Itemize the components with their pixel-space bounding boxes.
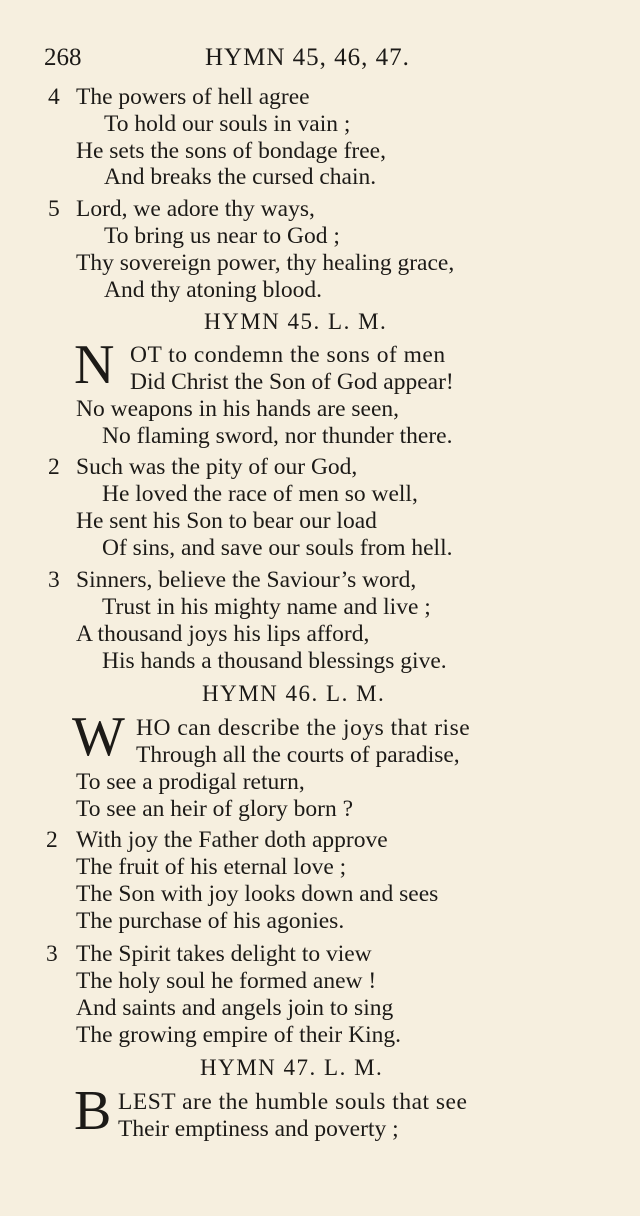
verse-line: He loved the race of men so well, xyxy=(102,481,418,507)
verse-line: And saints and angels join to sing xyxy=(76,995,394,1021)
verse-line: Through all the courts of paradise, xyxy=(136,742,460,768)
verse-line: Such was the pity of our God, xyxy=(76,454,358,480)
hymn-title: HYMN 45. L. M. xyxy=(204,309,388,334)
verse-line: He sent his Son to bear our load xyxy=(76,508,377,534)
verse-line: The powers of hell agree xyxy=(76,84,310,110)
verse-line: HO can describe the joys that rise xyxy=(136,715,471,741)
verse-line: Their emptiness and poverty ; xyxy=(118,1116,399,1142)
verse-line: The Son with joy looks down and sees xyxy=(76,881,439,907)
verse-line: To see a prodigal return, xyxy=(76,769,305,795)
hymn-title: HYMN 46. L. M. xyxy=(202,681,386,706)
verse-number: 3 xyxy=(48,567,60,593)
verse-line: Thy sovereign power, thy healing grace, xyxy=(76,250,455,276)
page-header xyxy=(0,44,640,78)
verse-number: 4 xyxy=(48,84,60,110)
verse-line: He sets the sons of bondage free, xyxy=(76,138,386,164)
verse-line: And breaks the cursed chain. xyxy=(104,164,377,190)
verse-line: Did Christ the Son of God appear! xyxy=(130,369,454,395)
verse-number: 2 xyxy=(46,827,58,853)
verse-number: 5 xyxy=(48,196,60,222)
verse-line: The fruit of his eternal love ; xyxy=(76,854,347,880)
verse-line: The purchase of his agonies. xyxy=(76,908,345,934)
verse-line: And thy atoning blood. xyxy=(104,277,323,303)
verse-number: 3 xyxy=(46,941,58,967)
verse-line: LEST are the humble souls that see xyxy=(118,1089,468,1115)
verse-line: To hold our souls in vain ; xyxy=(104,111,351,137)
hymn-title: HYMN 47. L. M. xyxy=(200,1055,384,1080)
verse-line: Trust in his mighty name and live ; xyxy=(102,594,431,620)
drop-cap: B xyxy=(74,1080,112,1142)
verse-line: No flaming sword, nor thunder there. xyxy=(102,423,453,449)
verse-line: With joy the Father doth approve xyxy=(76,827,388,853)
verse-number: 2 xyxy=(48,454,60,480)
running-title: HYMN 45, 46, 47. xyxy=(205,44,410,71)
verse-line: OT to condemn the sons of men xyxy=(130,342,446,368)
verse-line: A thousand joys his lips afford, xyxy=(76,621,370,647)
verse-line: Lord, we adore thy ways, xyxy=(76,196,315,222)
verse-line: His hands a thousand blessings give. xyxy=(102,648,447,674)
verse-line: To bring us near to God ; xyxy=(104,223,340,249)
verse-line: The holy soul he formed anew ! xyxy=(76,968,377,994)
verse-line: The growing empire of their King. xyxy=(76,1022,401,1048)
verse-line: No weapons in his hands are seen, xyxy=(76,396,400,422)
verse-line: Sinners, believe the Saviour’s word, xyxy=(76,567,417,593)
page-number: 268 xyxy=(44,44,82,71)
drop-cap: N xyxy=(74,334,115,396)
verse-line: To see an heir of glory born ? xyxy=(76,796,353,822)
verse-line: The Spirit takes delight to view xyxy=(76,941,372,967)
verse-line: Of sins, and save our souls from hell. xyxy=(102,535,453,561)
drop-cap: W xyxy=(72,706,125,768)
